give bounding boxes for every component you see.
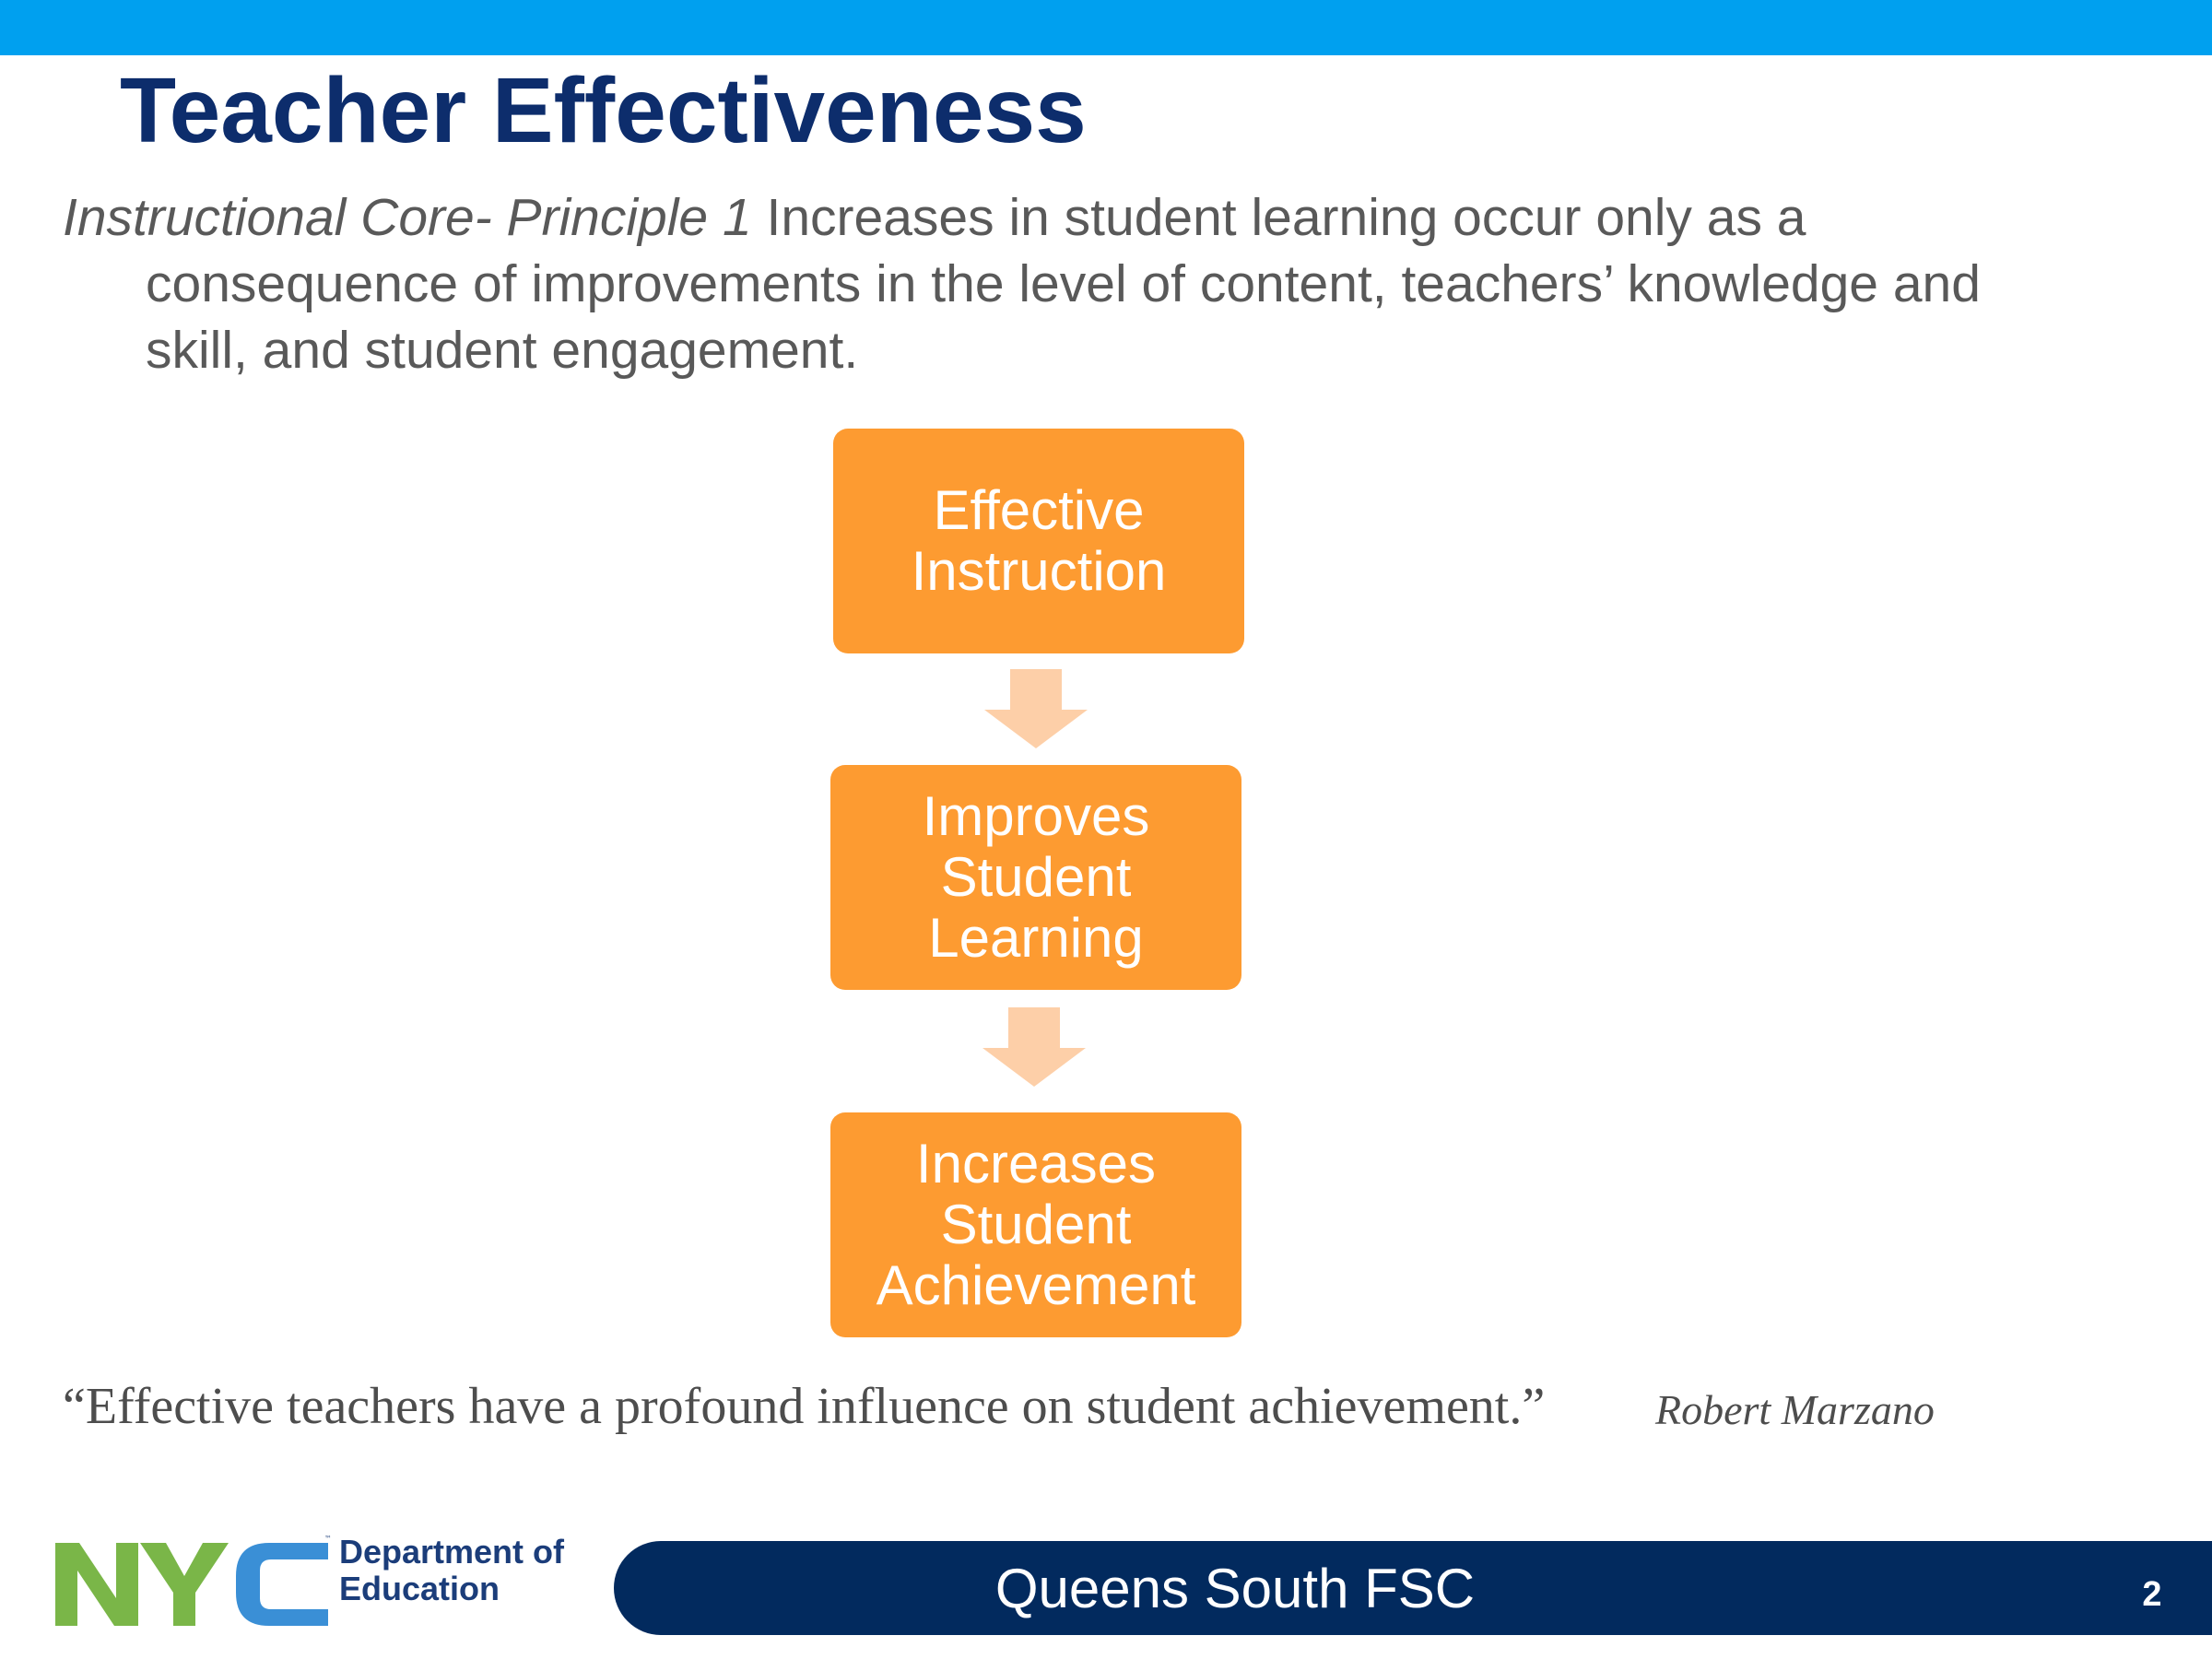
flow-step-line: Student bbox=[940, 1194, 1132, 1255]
principle-label: Instructional Core- Principle 1 bbox=[63, 188, 752, 247]
slide-title: Teacher Effectiveness bbox=[120, 59, 1087, 162]
flow-step-line: Effective bbox=[933, 479, 1145, 541]
marzano-quote: “Effective teachers have a profound influence on student achievement.” bbox=[63, 1378, 1546, 1435]
page-number: 2 bbox=[2142, 1574, 2162, 1614]
nyc-doe-logo bbox=[55, 1534, 332, 1635]
top-accent-bar bbox=[0, 0, 2212, 55]
principle-text: Increases in student learning occur only as a consequence of improvements in the level of content, teachers’ knowledge and skill, and student engagement. bbox=[146, 188, 1981, 380]
flow-step-line: Learning bbox=[928, 907, 1144, 969]
flow-step-line: Increases bbox=[915, 1133, 1157, 1194]
flow-step-improves-student-learning bbox=[830, 765, 1241, 990]
quote-author: Robert Marzano bbox=[1655, 1386, 1935, 1433]
flow-step-effective-instruction bbox=[833, 429, 1244, 653]
department-line-1: Department of bbox=[339, 1533, 565, 1571]
flow-step-line: Improves bbox=[922, 785, 1150, 847]
trademark-mark: ™ bbox=[324, 1535, 332, 1543]
down-arrow-icon bbox=[982, 1007, 1086, 1087]
department-line-2: Education bbox=[339, 1570, 500, 1607]
flow-step-line: Instruction bbox=[911, 540, 1167, 602]
flow-step-increases-student-achievement bbox=[830, 1112, 1241, 1337]
department-name bbox=[339, 1534, 564, 1607]
flow-step-line: Student bbox=[940, 846, 1132, 908]
flow-step-line: Achievement bbox=[876, 1254, 1196, 1316]
down-arrow-icon bbox=[984, 669, 1088, 748]
footer-title: Queens South FSC bbox=[994, 1557, 1476, 1619]
principle-paragraph bbox=[63, 184, 2044, 383]
